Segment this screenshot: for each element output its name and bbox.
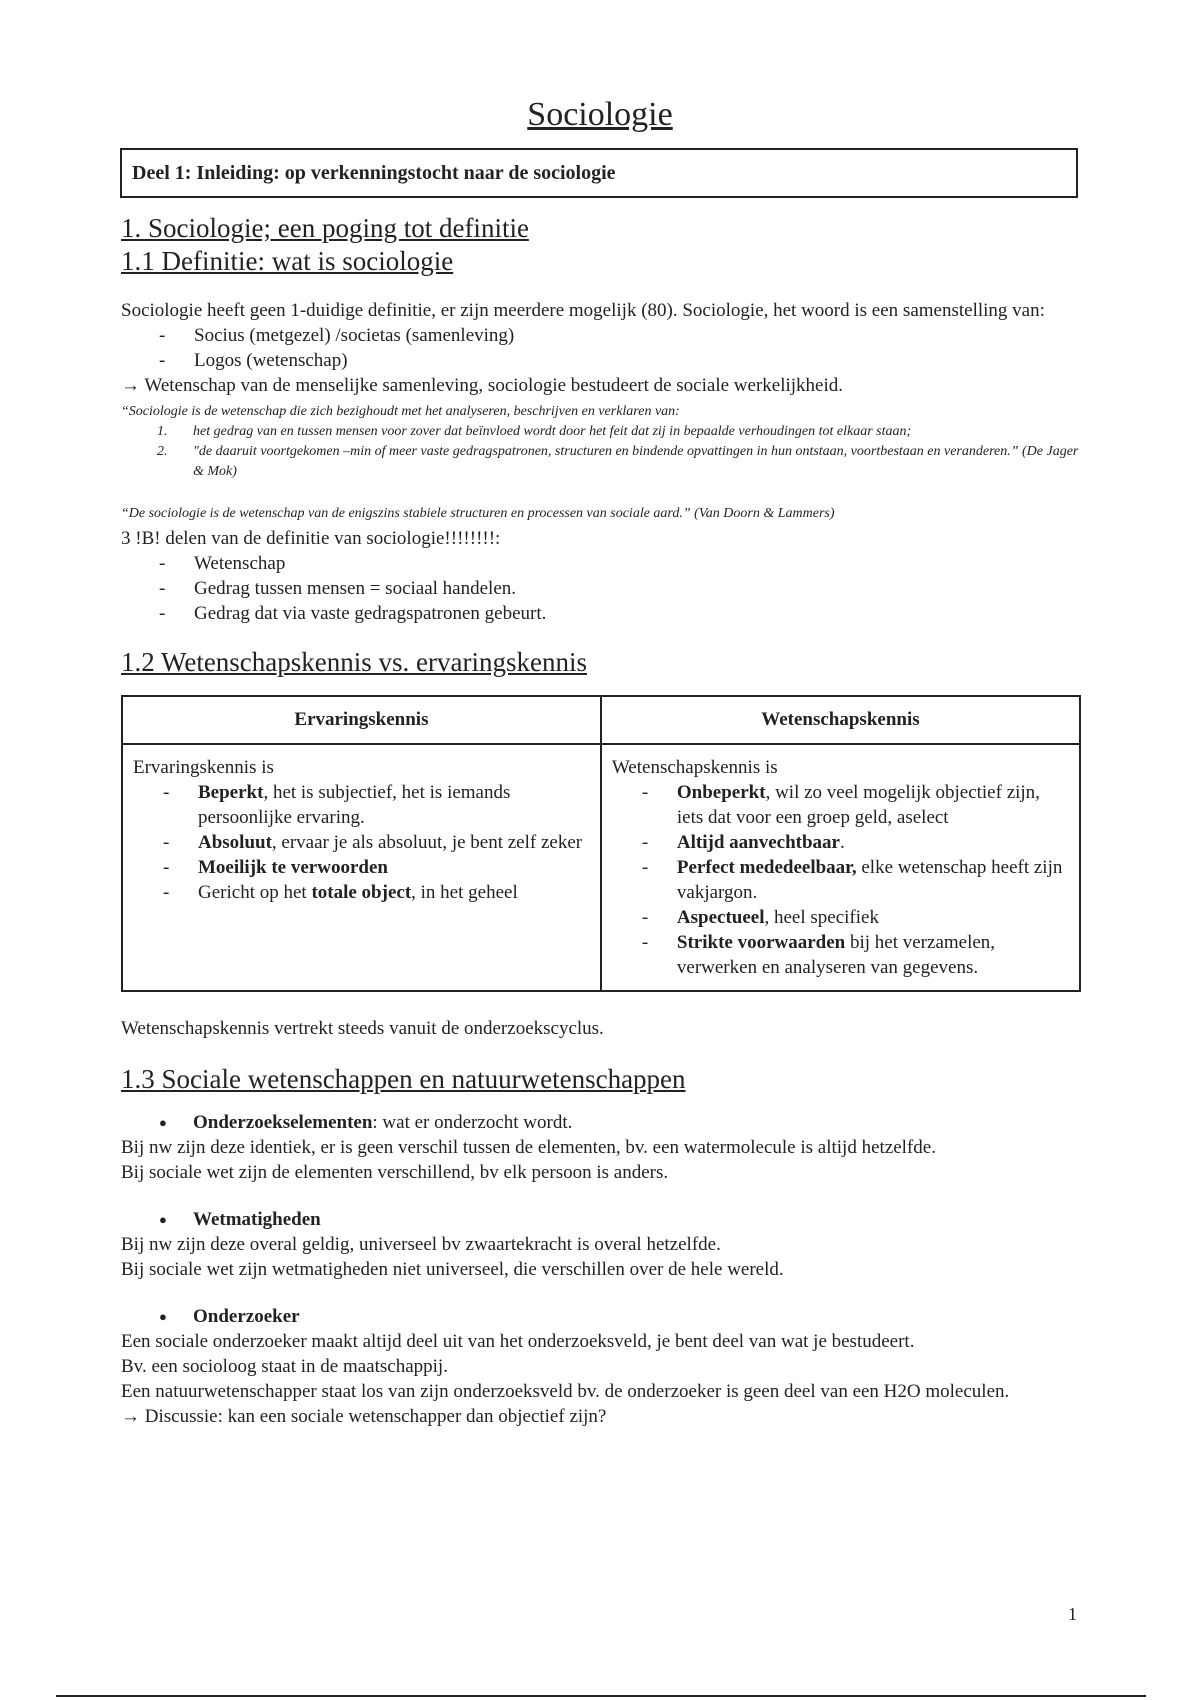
bullet-onderzoekselementen bbox=[121, 1110, 1081, 1135]
paragraph: → Discussie: kan een sociale wetenschapper dan objectief zijn? bbox=[121, 1406, 607, 1427]
list-item: - Logos (wetenschap) bbox=[159, 348, 1081, 373]
word-parts-list bbox=[121, 323, 1081, 373]
footer-divider bbox=[56, 1695, 1146, 1697]
list-item: - Onbeperkt, wil zo veel mogelijk objectief zijn, iets dat voor een groep geld, aselect bbox=[642, 780, 1069, 830]
paragraph: Bij nw zijn deze identiek, er is geen verschil tussen de elementen, bv. een watermolecule is altijd hetzelfde. bbox=[121, 1137, 936, 1158]
wetenschapskennis-list bbox=[612, 780, 1069, 980]
paragraph: Bij sociale wet zijn de elementen verschillend, bv elk persoon is anders. bbox=[121, 1162, 669, 1183]
list-item: - Gericht op het totale object, in het geheel bbox=[163, 880, 590, 905]
list-item: - Aspectueel, heel specifiek bbox=[642, 905, 1069, 930]
list-item: 2. "de daaruit voortgekomen –min of meer vaste gedragspatronen, structuren en bindende opvattingen in hun ontstaan, voortbestaan en veranderen.” (De Jager & Mok) bbox=[157, 444, 1079, 479]
quote-2: “De sociologie is de wetenschap van de enigszins stabiele structuren en processen van sociale aard.” (Van Doorn & Lammers) bbox=[121, 506, 835, 521]
column-header-ervaringskennis: Ervaringskennis bbox=[122, 696, 601, 744]
paragraph: Een natuurwetenschapper staat los van zijn onderzoeksveld bv. de onderzoeker is geen deel van een H2O moleculen. bbox=[121, 1381, 1010, 1402]
ervaringskennis-list bbox=[133, 780, 590, 905]
part-heading-box: Deel 1: Inleiding: op verkenningstocht naar de sociologie bbox=[120, 148, 1078, 198]
cell-intro: Ervaringskennis is bbox=[133, 757, 274, 778]
definition-conclusion: → Wetenschap van de menselijke samenleving, sociologie bestudeert de sociale werkelijkheid. bbox=[121, 375, 843, 396]
list-item: - Gedrag tussen mensen = sociaal handelen. bbox=[159, 576, 1081, 601]
quote-1-intro: “Sociologie is de wetenschap die zich bezighoudt met het analyseren, beschrijven en verklaren van: bbox=[121, 404, 680, 419]
cell-intro: Wetenschapskennis is bbox=[611, 757, 778, 778]
definition-parts-list bbox=[121, 551, 1081, 626]
list-item: - Socius (metgezel) /societas (samenleving) bbox=[159, 323, 1081, 348]
paragraph: Een sociale onderzoeker maakt altijd deel uit van het onderzoeksveld, je bent deel van wat je bestudeert. bbox=[121, 1331, 915, 1352]
bullet-wetmatigheden bbox=[121, 1207, 1081, 1232]
list-item: - Beperkt, het is subjectief, het is iemands persoonlijke ervaring. bbox=[163, 780, 590, 830]
list-item: ● Onderzoekselementen: wat er onderzocht wordt. bbox=[159, 1110, 1081, 1135]
list-item: 1. het gedrag van en tussen mensen voor zover dat beïnvloed wordt door het feit dat zij in bepaalde verhoudingen tot elkaar staan; bbox=[157, 424, 912, 439]
definition-parts-label: 3 !B! delen van de definitie van sociologie!!!!!!!!: bbox=[121, 528, 501, 549]
list-item: - Altijd aanvechtbaar. bbox=[642, 830, 1069, 855]
list-item: - Absoluut, ervaar je als absoluut, je bent zelf zeker bbox=[163, 830, 590, 855]
page-title: Sociologie bbox=[527, 96, 673, 133]
list-item: - Wetenschap bbox=[159, 551, 1081, 576]
list-item: ● Wetmatigheden bbox=[159, 1207, 1081, 1232]
definition-intro: Sociologie heeft geen 1-duidige definitie, er zijn meerdere mogelijk (80). Sociologie, het woord is een samenstelling van: bbox=[121, 300, 1045, 321]
paragraph: Bv. een socioloog staat in de maatschappij. bbox=[121, 1356, 448, 1377]
paragraph: Bij nw zijn deze overal geldig, universeel bv zwaartekracht is overal hetzelfde. bbox=[121, 1234, 721, 1255]
section-1-2-heading: 1.2 Wetenschapskennis vs. ervaringskennis bbox=[121, 647, 587, 677]
document-content bbox=[121, 212, 1081, 1429]
section-1-heading: 1. Sociologie; een poging tot definitie bbox=[121, 213, 529, 243]
ervaringskennis-cell bbox=[122, 744, 601, 991]
list-item: - Gedrag dat via vaste gedragspatronen gebeurt. bbox=[159, 601, 1081, 626]
wetenschapskennis-cell bbox=[601, 744, 1080, 991]
page-number: 1 bbox=[1068, 1604, 1077, 1624]
knowledge-comparison-table bbox=[121, 695, 1081, 992]
knowledge-note: Wetenschapskennis vertrekt steeds vanuit de onderzoekscyclus. bbox=[121, 1018, 604, 1039]
paragraph: Bij sociale wet zijn wetmatigheden niet universeel, die verschillen over de hele wereld. bbox=[121, 1259, 784, 1280]
bullet-onderzoeker bbox=[121, 1304, 1081, 1329]
list-item: - Strikte voorwaarden bij het verzamelen, verwerken en analyseren van gegevens. bbox=[642, 930, 1069, 980]
list-item: - Perfect mededeelbaar, elke wetenschap heeft zijn vakjargon. bbox=[642, 855, 1069, 905]
list-item: ● Onderzoeker bbox=[159, 1304, 1081, 1329]
list-item: - Moeilijk te verwoorden bbox=[163, 855, 590, 880]
section-1-1-heading: 1.1 Definitie: wat is sociologie bbox=[121, 246, 454, 276]
section-1-3-heading: 1.3 Sociale wetenschappen en natuurwetenschappen bbox=[121, 1064, 686, 1094]
column-header-wetenschapskennis: Wetenschapskennis bbox=[601, 696, 1080, 744]
quote-1-list bbox=[121, 422, 1081, 482]
